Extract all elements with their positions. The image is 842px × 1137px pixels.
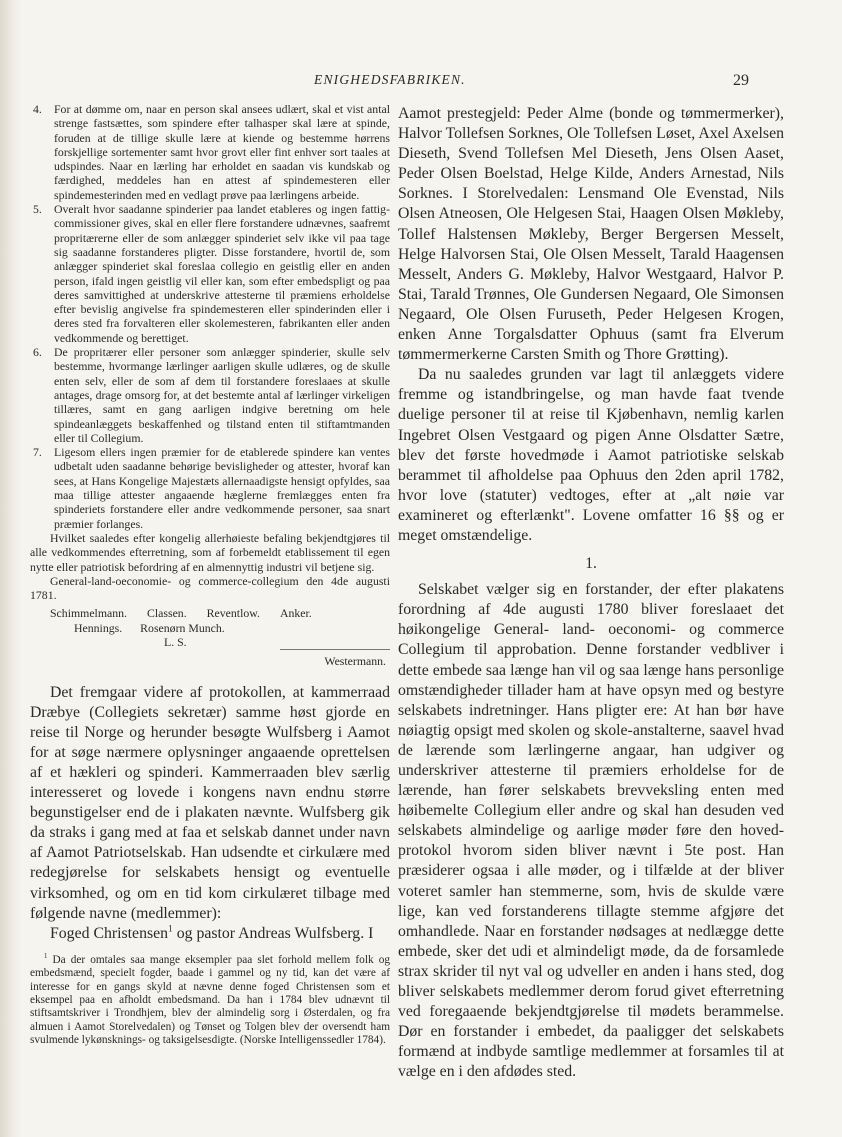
- main-text-left: [30, 683, 390, 944]
- item-text: De propritærer eller personer som anlægger spinderier, skulle selv bestemme, hvormange lærlinger aarligen skulle udlæres, og de skulle enten selv, eller de som af dem til forstandere foreslaaes at skulle antages, drage omsorg for, at det bestemte antal af lærlinger virkeligen tillæres, samt en gang aarligen indgive beretning om hele spindeanlæggets beskaffenhed og tilstand enten til stiftamtmanden eller til Collegium.: [54, 345, 390, 445]
- footnote: [30, 954, 390, 1048]
- body-paragraph: Det fremgaar videre af protokollen, at kammerraad Dræbye (Collegiets sekretær) samme høst gjorde en reise til Norge og herunder besøgte Wulfsberg i Aamot for at søge nærmere oplysninger angaaende oprettelsen af et hækleri og spinderi. Kammerraaden blev særlig interesseret og lovede i kongens navn endnu større begunstigelser end de i plakaten nævnte. Wulfsberg gik da straks i gang med at faa et selskab dannet under navn af Aamot Patriotselskab. Han udsendte et cirkulære med redegjørelse for selskabets hensigt og eventuelle virksomhed, og om en tid kom cirkulæret tilbage med følgende navne (medlemmer):: [30, 683, 390, 922]
- signature-row-1: [50, 606, 390, 620]
- item-number: 7.: [33, 445, 42, 460]
- item-text: For at dømme om, naar en person skal ansees udlært, skal et vist antal strenge fastsættes, som spindere efter talhasper skal lære at spinde, foruden at de tillige skulle lære at kiende og bestemme hørrens forskjellige sortementer samt hvor grovt eller fint enhver sort taales at udspindes. Naar en lærling har erholdet en saadan vis kundskab og færdighed, meddeles han en attest af spindemesteren eller spindemesterinden med en vedlagt prøve paa lærlingens arbeide.: [54, 102, 390, 202]
- item-number: 5.: [33, 202, 42, 217]
- item-text: Overalt hvor saadanne spinderier paa landet etableres og ingen fattig-commissioner gives, skal en eller flere forstandere udnævnes, saafremt propritærerne eller de som anlægger spinderiet selv ikke vil paa tage sig saadanne forstanderes pligter. Disse forstandere, hvortil de, som anlægger spinderiet skal foreslaa collegio en geistlig eller en anden person, ifald ingen geistlig vil eller kan, som efter embedspligt og paa deres samvittighed at underskrive attesterne til præmiens erholdelse efter bevislig angivelse fra spindemesteren eller spinderinden eller i deres sted fra forvalteren eller skolemesteren, fabrikanten eller anden vedkommende og berettiget.: [54, 202, 390, 345]
- footnote-reference: 1: [168, 924, 173, 935]
- page-spine-shadow: [0, 0, 22, 1137]
- regulation-items: [30, 102, 390, 602]
- item-number: 6.: [33, 345, 42, 360]
- body-paragraph: Selskabet vælger sig en forstander, der efter plakatens forordning af 4de augusti 1780 bliver foreslaaet det høikongelige General- land- oeconomi- og commerce Collegium til approbation. Denne forstander vedbliver i dette embede saa længe han vil og saa længe hans personlige omstændigheder tillader ham at have opsyn med og bestyre selskabets indretninger. Hans pligter ere: At han bør have nøiagtig opsigt med skolen og skole-anstalterne, saavel hvad de lærende som lærlingerne angaar, han udgiver og underskriver attesterne til præmiers erholdelse for de lærende, han fører selskabets brevveksling enten med høibemelte Collegium eller andre og skal han desuden ved selskabets almindelige og aarlige møder føre den hoved-protokol hvorom siden bliver nævnt i 5te post. Han præsiderer ogsaa i alle møder, og i tilfælde at der bliver voteret samler han stemmerne, som, hvis de skulde være lige, kan ved forstanderens tillagte stemme afgjøre det omhandlede. Naar en forstander nødsages at nedlægge dette embede, sker det udi et almindeligt møde, da de forsamlede strax skrider til nyt val og udveller en anden i hans sted, dog bliver selskabets medlemmer derom forud givet efterretning ved foregaaende bekjendtgjørelse til mødets berammelse. Dør en forstander i embedet, da paaligger det selskabets formænd at indbyde samtlige medlemmer at forsamles til at vælge en i den afdødes sted.: [398, 581, 784, 1081]
- left-column: [30, 102, 390, 1048]
- member-list-paragraph: Aamot prestegjeld: Peder Alme (bonde og tømmermerker), Halvor Tollefsen Sorknes, Ole Tollefsen Løset, Axel Axelsen Dieseth, Svend Tollefsen Mel Dieseth, Jens Olsen Aaset, Peder Olsen Boelstad, Helge Kilde, Anders Arnestad, Nils Sorknes. I Storelvedalen: Lensmand Ole Evenstad, Nils Olsen Atneosen, Ole Helgesen Stai, Haagen Olsen Møkleby, Tollef Halstensen Møkleby, Berger Bergersen Messelt, Helge Halvorsen Stai, Ole Olsen Messelt, Tarald Haagensen Messelt, Anders G. Møkleby, Halvor Westgaard, Halvor P. Stai, Tarald Trønnes, Ole Gundersen Negaard, Ole Simonsen Negaard, Ole Olsen Furuseth, Peder Helgesen Krogen, enken Anne Torgalsdatter Ophuus (samt fra Elverum tømmermerkerne Carsten Smith og Thore Grøtting).: [398, 105, 784, 364]
- signature-name: Rosenørn Munch.: [140, 620, 225, 635]
- item-number: 4.: [33, 102, 42, 116]
- signature-name: Classen.: [147, 606, 187, 621]
- signature-rule: [280, 649, 390, 650]
- footnote-text: [30, 954, 390, 1048]
- secretary-signature: Westermann.: [324, 654, 386, 669]
- body-text: Foged Christensen: [50, 924, 169, 942]
- regulation-item-4: [30, 102, 390, 202]
- section-numeral: 1.: [585, 555, 597, 573]
- item-text: Ligesom ellers ingen præmier for de etablerede spindere kan ventes udbetalt uden saadanne behørige bevisligheder og attester, hvoraf kan sees, at Hans Kongelige Majestæts allernaadigste hensigt opfyldes, saa maa tillige attester angaaende hæglerne fremlægges enten fra spinderiets forstandere eller andre vedkommende personer, saa snart præmier forlanges.: [54, 445, 390, 531]
- closing-paragraph: Hvilket saaledes efter kongelig allerhøieste befaling bekjendtgjøres til alle vedkommendes efterretning, som af forbemeldt etablissement til egen nytte eller patriotisk befordring af en almennyttig industri vil betjene sig.: [30, 530, 390, 574]
- regulation-item-7: [30, 445, 390, 531]
- signature-block: [30, 606, 390, 668]
- regulation-item-6: [30, 345, 390, 445]
- footnote-marker: 1: [44, 953, 48, 961]
- regulation-item-5: [30, 202, 390, 345]
- body-paragraph: Da nu saaledes grunden var lagt til anlæggets videre fremme og istandbringelse, og man havde faat tvende duelige personer til at reise til Kjøbenhavn, nemlig karlen Ingebret Olsen Vestgaard og pigen Anne Olsdatter Sætre, blev det første hovedmøde i Aamot patriotiske selskab berammet til afholdelse paa Ophuus den 2den april 1782, hvor love (statuter) vedtoges, efter at „alt nøie var examineret og efterlænkt". Lovene omfatter 16 §§ og er meget omstændelige.: [398, 366, 784, 544]
- signature-row-2: [74, 621, 390, 635]
- signature-name: Schimmelmann.: [50, 606, 127, 621]
- signature-name: Reventlow.: [206, 606, 260, 621]
- page-number: 29: [733, 72, 749, 89]
- body-text: og pastor Andreas Wulfsberg. I: [172, 924, 374, 942]
- footnote-body: Da der omtales saa mange eksempler paa slet forhold mellem folk og embedsmænd, specielt fogder, baade i gammel og ny tid, kan det være af interesse for en gangs skyld at nævne denne foged Christensen som et eksempel paa en afholdt embedsmand. Da han i 1784 blev udnævnt til stiftsamtskriver i Trondhjem, blev der almindelig sorg i Østerdalen, og fra almuen i Aamot Storelvedalen) og Tønset og Tolgen blev der oversendt ham svulmende lykønsknings- og taksigelsesdigte. (Norske Intelligenssedler 1784).: [30, 953, 390, 1047]
- signature-name: Hennings.: [74, 620, 123, 635]
- seal-mark: L. S.: [164, 634, 187, 649]
- date-line: General-land-oeconomie- og commerce-collegium den 4de augusti 1781.: [30, 573, 390, 603]
- right-column: [398, 104, 784, 1083]
- signature-name: Anker.: [279, 606, 312, 621]
- body-paragraph: [30, 924, 390, 944]
- running-title: ENIGHEDSFABRIKEN.: [314, 72, 466, 87]
